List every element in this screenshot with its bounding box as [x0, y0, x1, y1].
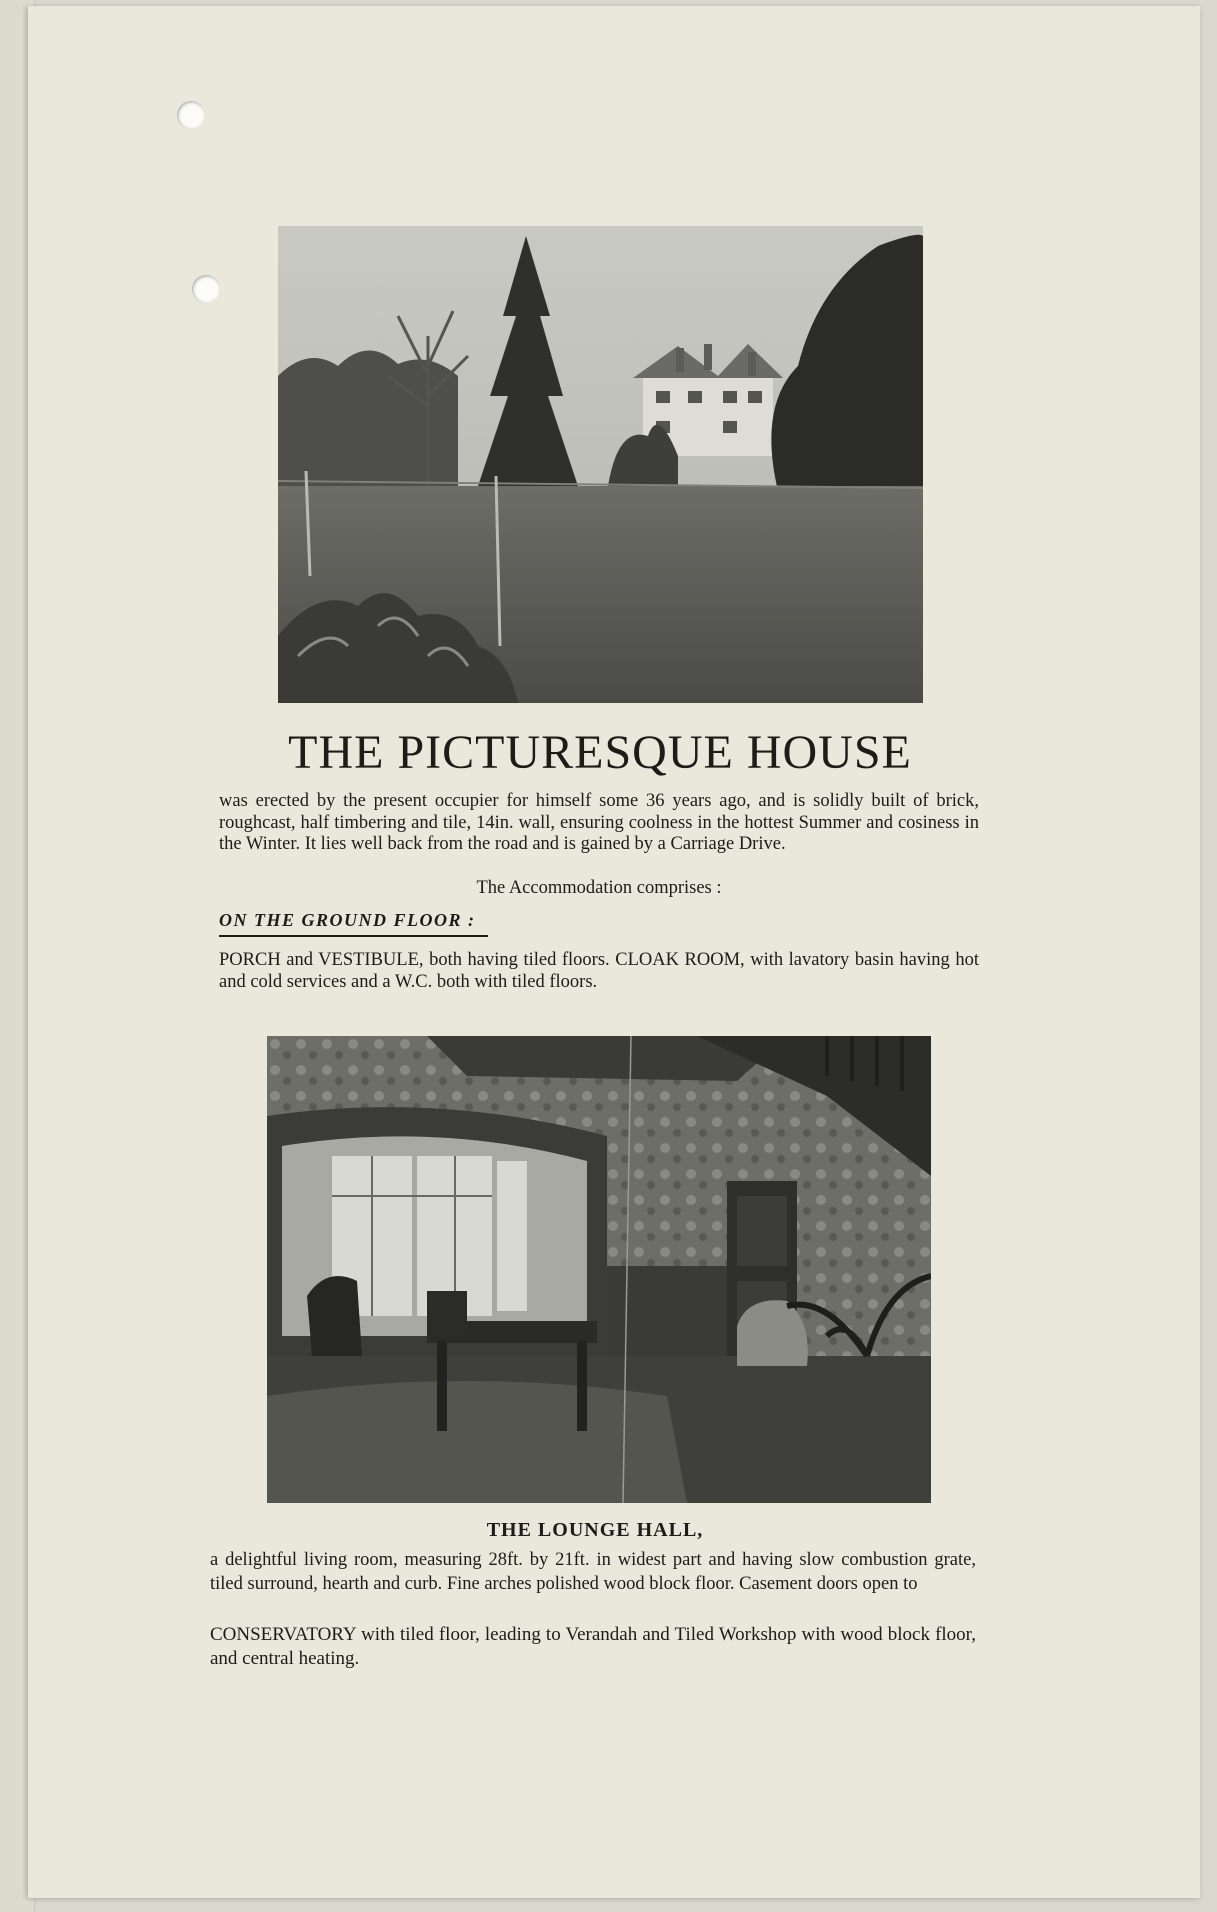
intro-paragraph: was erected by the present occupier for himself some 36 years ago, and is solidly built of brick, roughcast, half timbering and tile, 14in. wall, ensuring coolness in the hottest Summer and cosiness in the Winter. It lies well back from the road and is gained by a Carriage Drive.	[219, 791, 979, 854]
accommodation-intro: The Accommodation comprises :	[476, 878, 722, 898]
conservatory-paragraph: CONSERVATORY with tiled floor, leading to Verandah and Tiled Workshop with wood block floor, and central heating.	[210, 1624, 976, 1669]
page-title: THE PICTURESQUE HOUSE	[288, 726, 912, 779]
lounge-hall-paragraph: a delightful living room, measuring 28ft. by 21ft. in widest part and having slow combustion grate, tiled surround, hearth and curb. Fine arches polished wood block floor. Casement doors open to	[210, 1550, 976, 1594]
ground-floor-paragraph: PORCH and VESTIBULE, both having tiled floors. CLOAK ROOM, with lavatory basin having hot and cold services and a W.C. both with tiled floors.	[219, 950, 979, 992]
house-exterior-photo	[278, 226, 923, 703]
lounge-hall-caption: THE LOUNGE HALL,	[486, 1519, 704, 1541]
punch-hole-top	[177, 101, 205, 129]
punch-hole-bottom	[192, 275, 220, 303]
lounge-hall-photo	[267, 1036, 931, 1503]
ground-floor-heading: ON THE GROUND FLOOR :	[219, 910, 488, 937]
